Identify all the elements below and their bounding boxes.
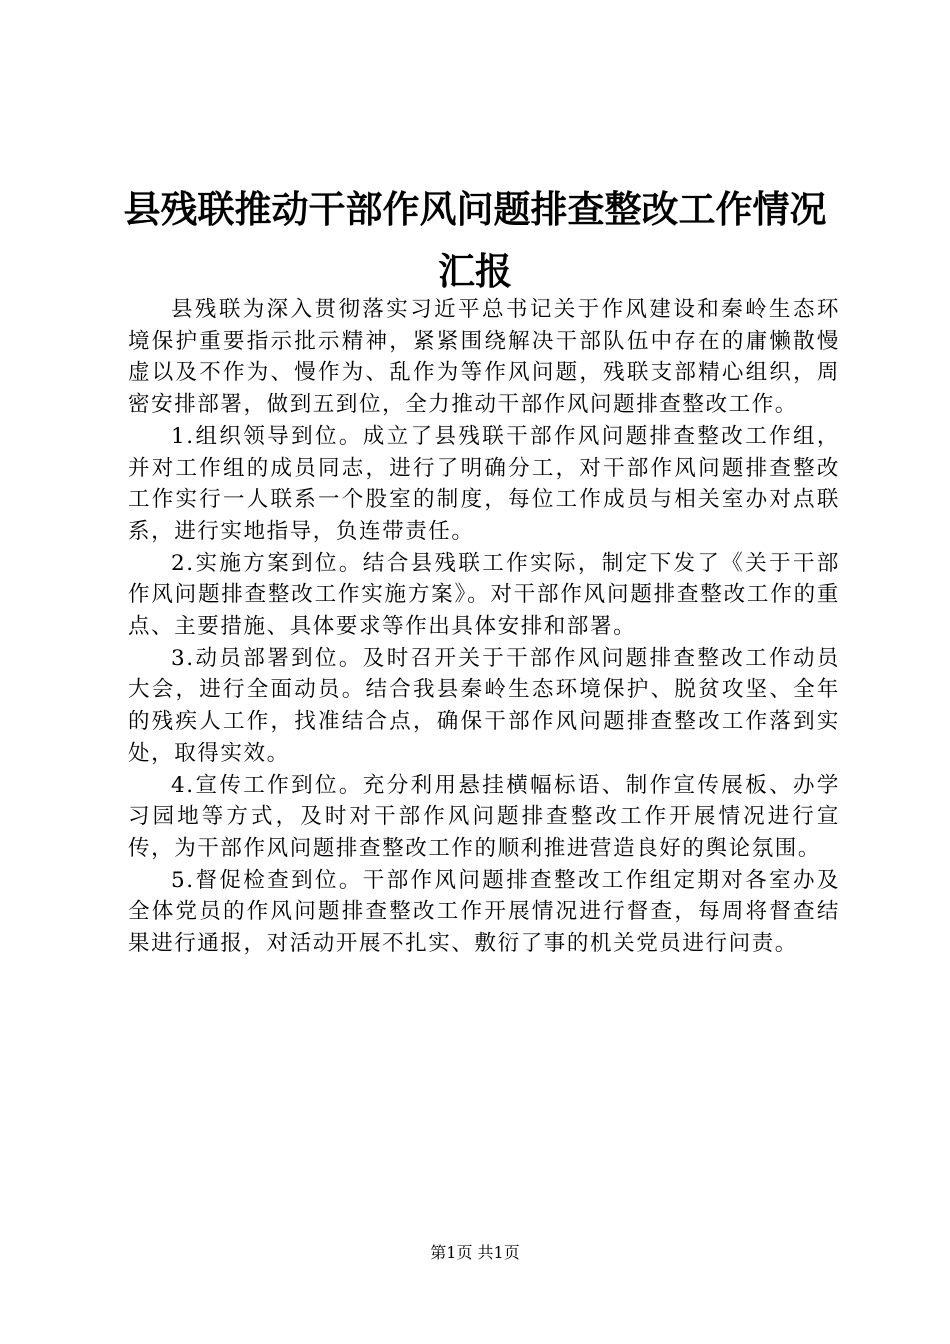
paragraph-supervision: 5.督促检查到位。干部作风问题排查整改工作组定期对各室办及全体党员的作风问题排查整改工作开展情况进行督查，每周将督查结果进行通报，对活动开展不扎实、敷衍了事的机关党员进行问责。 [128, 867, 840, 957]
paragraph-organization: 1.组织领导到位。成立了县残联干部作风问题排查整改工作组，并对工作组的成员同志，进行了明确分工，对干部作风问题排查整改工作实行一人联系一个股室的制度，每位工作成员与相关室办对点联系，进行实地指导，负连带责任。 [128, 423, 840, 544]
paragraph-implementation-plan: 2.实施方案到位。结合县残联工作实际，制定下发了《关于干部作风问题排查整改工作实施方案》。对干部作风问题排查整改工作的重点、主要措施、具体要求等作出具体安排和部署。 [128, 550, 840, 640]
paragraph-publicity: 4.宣传工作到位。充分利用悬挂横幅标语、制作宣传展板、办学习园地等方式，及时对干部作风问题排查整改工作开展情况进行宣传，为干部作风问题排查整改工作的顺利推进营造良好的舆论氛围。 [128, 772, 840, 861]
document-title: 县残联推动干部作风问题排查整改工作情况汇报 [123, 187, 827, 293]
page-footer: 第1页 共1页 [430, 1243, 520, 1262]
intro-paragraph: 县残联为深入贯彻落实习近平总书记关于作风建设和秦岭生态环境保护重要指示批示精神，紧紧围绕解决干部队伍中存在的庸懒散慢虚以及不作为、慢作为、乱作为等作风问题，残联支部精心组织，周密安排部署，做到五到位，全力推动干部作风问题排查整改工作。 [128, 297, 840, 418]
document-body [128, 294, 840, 960]
paragraph-mobilization: 3.动员部署到位。及时召开关于干部作风问题排查整改工作动员大会，进行全面动员。结合我县秦岭生态环境保护、脱贫攻坚、全年的残疾人工作，找准结合点，确保干部作风问题排查整改工作落到实处，取得实效。 [128, 645, 840, 766]
